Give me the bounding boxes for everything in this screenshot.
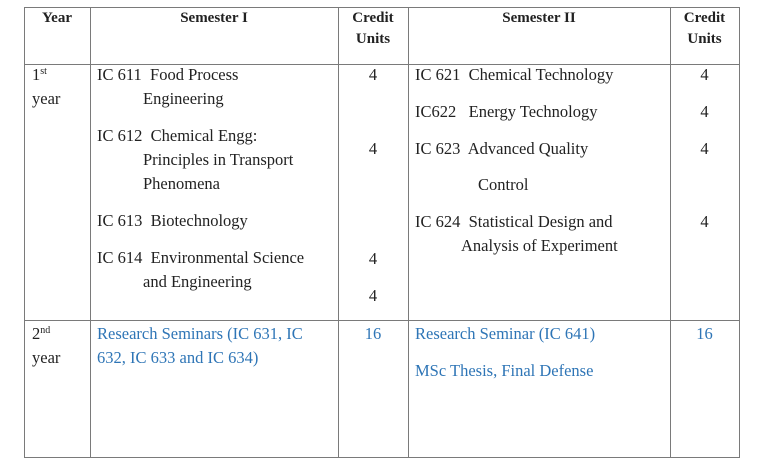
- header-units-label: Units: [355, 31, 391, 47]
- table-border-bottom: [24, 457, 740, 458]
- year-2-label: [32, 322, 60, 370]
- course-code: IC 624: [415, 212, 461, 231]
- year-word: year: [32, 348, 61, 367]
- credit-value: 4: [368, 65, 378, 84]
- research-seminars-line: Research Seminars (IC 631, IC: [97, 324, 303, 343]
- credit-value: 4: [368, 249, 378, 268]
- course-title: Chemical Technology: [468, 65, 614, 84]
- year-suffix: nd: [40, 325, 51, 336]
- curriculum-table: [24, 7, 740, 458]
- row-divider: [24, 320, 740, 321]
- header-units-label: Units: [687, 31, 722, 47]
- credit-value: 4: [700, 139, 709, 158]
- header-year: Year: [42, 10, 72, 26]
- course-title-cont: Control: [478, 175, 529, 194]
- header-credit-label: Credit: [352, 10, 394, 26]
- course-title-cont: and Engineering: [143, 272, 252, 291]
- credit-value: 4: [368, 286, 378, 305]
- course-ic611: [97, 63, 238, 111]
- course-code: IC 621: [415, 65, 461, 84]
- credit-value: 4: [368, 139, 378, 158]
- research-seminars-line: 632, IC 633 and IC 634): [97, 348, 259, 367]
- course-title: Statistical Design and: [468, 212, 613, 231]
- course-code: IC 614: [97, 248, 143, 267]
- research-seminar-sem2: Research Seminar (IC 641): [415, 324, 596, 343]
- course-code: IC 612: [97, 126, 143, 145]
- course-ic613: [97, 209, 248, 233]
- credit-value: 4: [700, 65, 709, 84]
- col-border: [408, 7, 409, 458]
- course-title-cont: Engineering: [143, 89, 224, 108]
- course-title-cont: Principles in Transport: [143, 150, 294, 169]
- research-seminars-sem1: [97, 322, 303, 370]
- course-code: IC 623: [415, 139, 461, 158]
- msc-thesis: MSc Thesis, Final Defense: [415, 361, 594, 380]
- header-semester-1: Semester I: [180, 10, 248, 26]
- course-code: IC622: [415, 102, 457, 121]
- course-title: Chemical Engg:: [150, 126, 258, 145]
- course-code: IC 613: [97, 211, 143, 230]
- credit-value: 4: [700, 212, 709, 231]
- course-title: Energy Technology: [468, 102, 598, 121]
- credit-value: 16: [364, 324, 382, 343]
- course-code: IC 611: [97, 65, 142, 84]
- course-ic612: [97, 124, 293, 196]
- header-credit-units-1: [338, 8, 408, 50]
- col-border: [24, 7, 25, 458]
- course-title-cont: Analysis of Experiment: [461, 236, 618, 255]
- year-word: year: [32, 89, 61, 108]
- header-credit-units-2: [670, 8, 739, 50]
- header-semester-2: Semester II: [502, 10, 576, 26]
- col-border: [90, 7, 91, 458]
- header-credit-label: Credit: [683, 10, 726, 26]
- col-border: [739, 7, 740, 458]
- course-ic624: [415, 210, 618, 258]
- course-title: Food Process: [150, 65, 239, 84]
- course-title-cont: Phenomena: [143, 174, 220, 193]
- credit-value: 4: [700, 102, 709, 121]
- course-title: Advanced Quality: [467, 139, 589, 158]
- year-number: 2: [32, 324, 41, 343]
- credit-value: 16: [696, 324, 713, 343]
- course-ic623: [415, 137, 588, 197]
- year-suffix: st: [40, 66, 47, 77]
- year-1-label: [32, 63, 60, 111]
- course-ic614: [97, 246, 304, 294]
- course-title: Biotechnology: [150, 211, 248, 230]
- course-ic621: [415, 63, 613, 87]
- course-ic622: [415, 100, 597, 124]
- year-number: 1: [32, 65, 41, 84]
- course-title: Environmental Science: [150, 248, 305, 267]
